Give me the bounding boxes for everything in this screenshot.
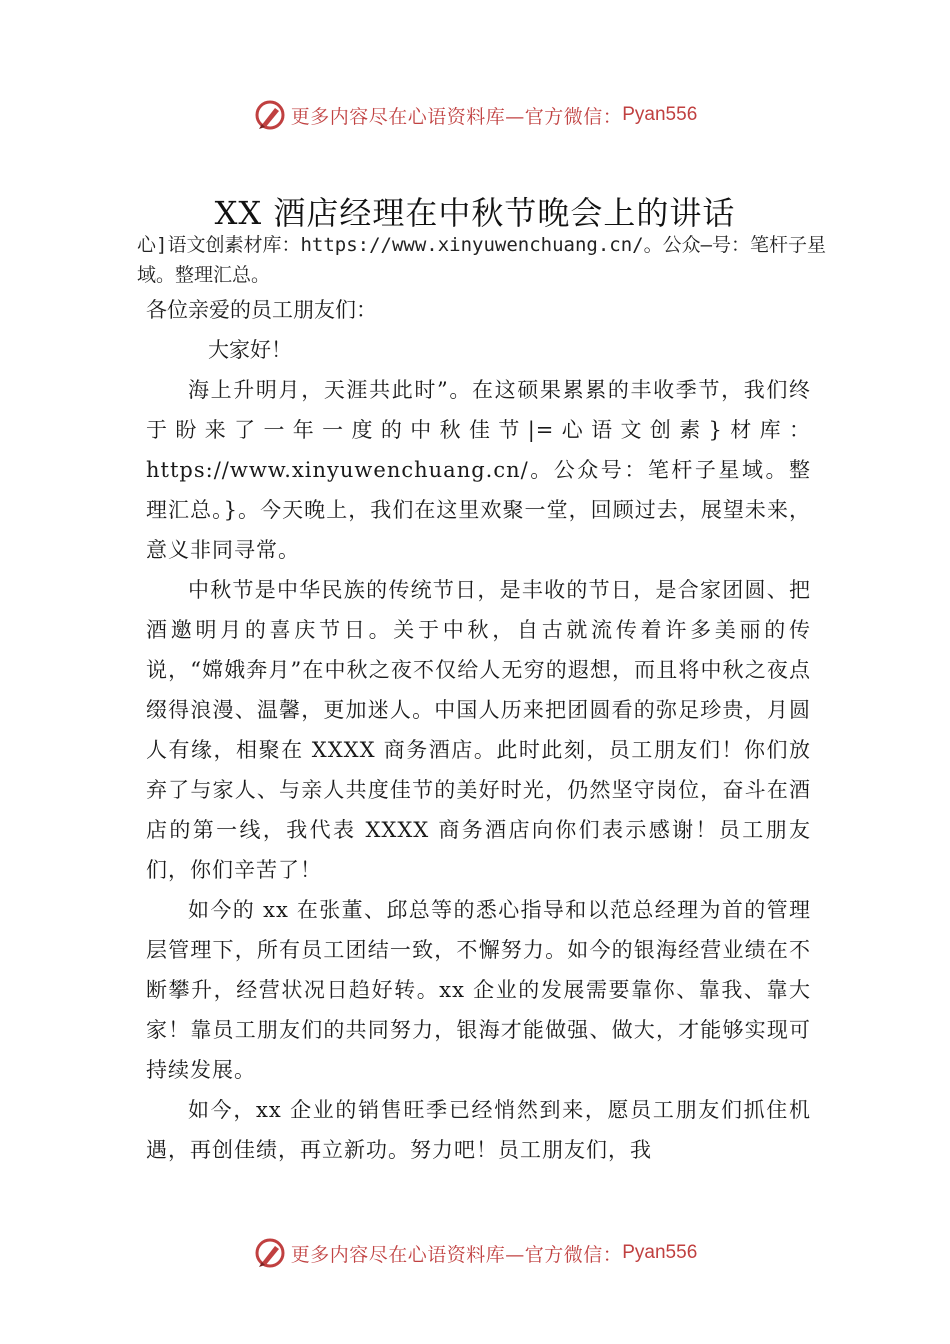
banner-wechat-id: Pyan556 [622, 104, 698, 125]
greeting: 各位亲爱的员工朋友们： [146, 298, 377, 322]
pen-logo-icon [253, 1236, 287, 1270]
salutation: 大家好！ [208, 338, 292, 362]
paragraph-1: 海上升明月，天涯共此时”。在这硕果累累的丰收季节，我们终于盼来了一年一度的中秋佳节|=心语文创素}材库：https://www.xinyuwenchuang.cn/。公众号：笔杆子星域。整理汇总。}。今天晚上，我们在这里欢聚一堂，回顾过去，展望未来，意义非同寻常。 [146, 378, 811, 562]
banner-wechat-id: Pyan556 [622, 1242, 698, 1263]
paragraph-3: 如今的 xx 在张董、邱总等的悉心指导和以范总经理为首的管理层管理下，所有员工团结一致，不懈努力。如今的银海经营业绩在不断攀升，经营状况日趋好转。xx 企业的发展需要靠你、靠我、靠大家！靠员工朋友们的共同努力，银海才能做强、做大，才能够实现可持续发展。 [146, 898, 811, 1082]
banner-text: 更多内容尽在心语资料库—官方微信： [290, 1243, 623, 1266]
source-note: 心]语文创素材库：https://www.xinyuwenchuang.cn/。公众—号：笔杆子星域。整理汇总。 [137, 234, 827, 286]
document-title: XX 酒店经理在中秋节晚会上的讲话 [214, 194, 736, 232]
paragraph-4: 如今，xx 企业的销售旺季已经悄然到来，愿员工朋友们抓住机遇，再创佳绩，再立新功。努力吧！员工朋友们，我 [146, 1098, 811, 1162]
footer-banner [0, 1233, 950, 1273]
document-body [146, 290, 811, 1170]
banner-text: 更多内容尽在心语资料库—官方微信： [290, 105, 623, 128]
pen-logo-icon [253, 98, 287, 132]
header-banner [0, 95, 950, 135]
paragraph-2: 中秋节是中华民族的传统节日，是丰收的节日，是合家团圆、把酒邀明月的喜庆节日。关于中秋，自古就流传着许多美丽的传说，“嫦娥奔月”在中秋之夜不仅给人无穷的遐想，而且将中秋之夜点缀得浪漫、温馨，更加迷人。中国人历来把团圆看的弥足珍贵，月圆人有缘，相聚在 XXXX 商务酒店。此时此刻，员工朋友们！你们放弃了与家人、与亲人共度佳节的美好时光，仍然坚守岗位，奋斗在酒店的第一线，我代表 XXXX 商务酒店向你们表示感谢！员工朋友们，你们辛苦了！ [146, 578, 811, 882]
